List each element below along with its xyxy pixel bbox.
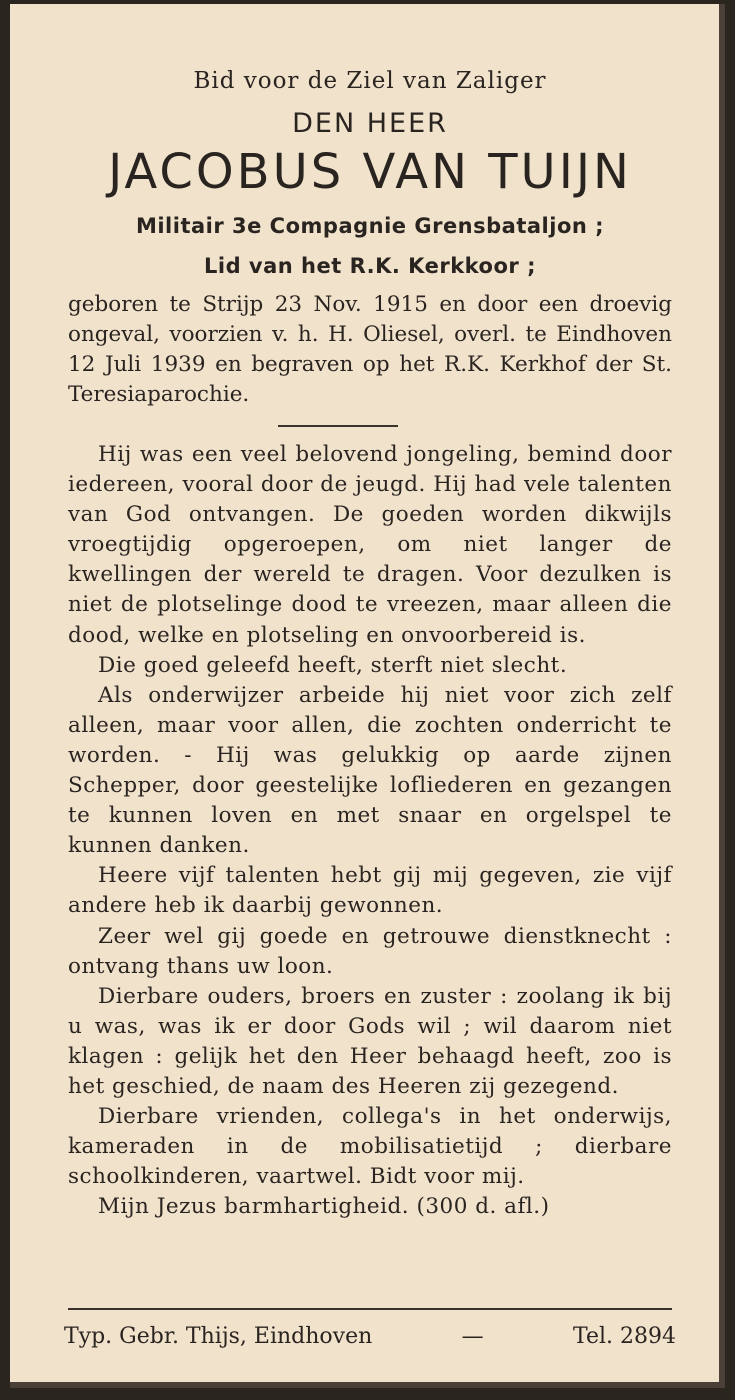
function-choir: Lid van het R.K. Kerkkoor ;: [204, 254, 536, 278]
memorial-card: [10, 4, 725, 1388]
printer-name: Typ. Gebr. Thijs, Eindhoven: [64, 1324, 373, 1349]
paragraph-servant: Zeer wel gij goede en getrouwe dienstknecht : ontvang thans uw loon.: [68, 923, 672, 979]
paragraph-intro: Hij was een veel belovend jongeling, bemind door iedereen, vooral door de jeugd. Hij had vele talenten van God ontvangen. De goeden worden dikwijls vroegtijdig opgeroepen, om niet langer de kwellingen der wereld te dragen. Voor dezulken is niet de plotselinge dood te vreezen, maar alleen die dood, welke en plotseling en onvoorbereid is.: [68, 442, 672, 648]
biography: geboren te Strijp 23 Nov. 1915 en door een droevig ongeval, voorzien v. h. H. Oliesel, overl. te Eindhoven 12 Juli 1939 en begraven op het R.K. Kerkhof der St. Teresiaparochie.: [68, 292, 672, 407]
paragraph-prayer: Mijn Jezus barmhartigheid. (300 d. afl.): [98, 1194, 550, 1220]
printer-phone: Tel. 2894: [572, 1324, 676, 1349]
invocation-line: Bid voor de Ziel van Zaliger: [193, 68, 547, 94]
paragraph-talents: Heere vijf talenten hebt gij mij gegeven, zie vijf andere heb ik daarbij gewonnen.: [68, 863, 672, 919]
separator-rule: [278, 425, 398, 427]
paragraph-parents: Dierbare ouders, broers en zuster : zoolang ik bij u was, was ik er door Gods wil ; wil daarom niet klagen : gelijk het den Heer behaagd heeft, zoo is het geschied, de naam des Heeren zij gezegend.: [68, 983, 672, 1099]
deceased-name: JACOBUS VAN TUIJN: [108, 144, 632, 200]
memorial-text: [68, 440, 672, 1222]
footer-rule: [68, 1308, 672, 1310]
paragraph-proverb: Die goed geleefd heeft, sterft niet slecht.: [98, 652, 568, 678]
paragraph-teacher: Als onderwijzer arbeide hij niet voor zich zelf alleen, maar voor allen, die zochten onderricht te worden. - Hij was gelukkig op aarde zijnen Schepper, door geestelijke lofliederen en gezangen te kunnen loven en met snaar en orgelspel te kunnen danken.: [68, 682, 672, 859]
footer-dash: —: [461, 1324, 484, 1349]
printer-footer: [64, 1324, 676, 1349]
paragraph-friends: Dierbare vrienden, collega's in het onderwijs, kameraden in de mobilisatietijd ; dierbare schoolkinderen, vaartwel. Bidt voor mij.: [68, 1104, 672, 1190]
honorific: DEN HEER: [292, 108, 448, 139]
function-military: Militair 3e Compagnie Grensbataljon ;: [135, 214, 605, 238]
